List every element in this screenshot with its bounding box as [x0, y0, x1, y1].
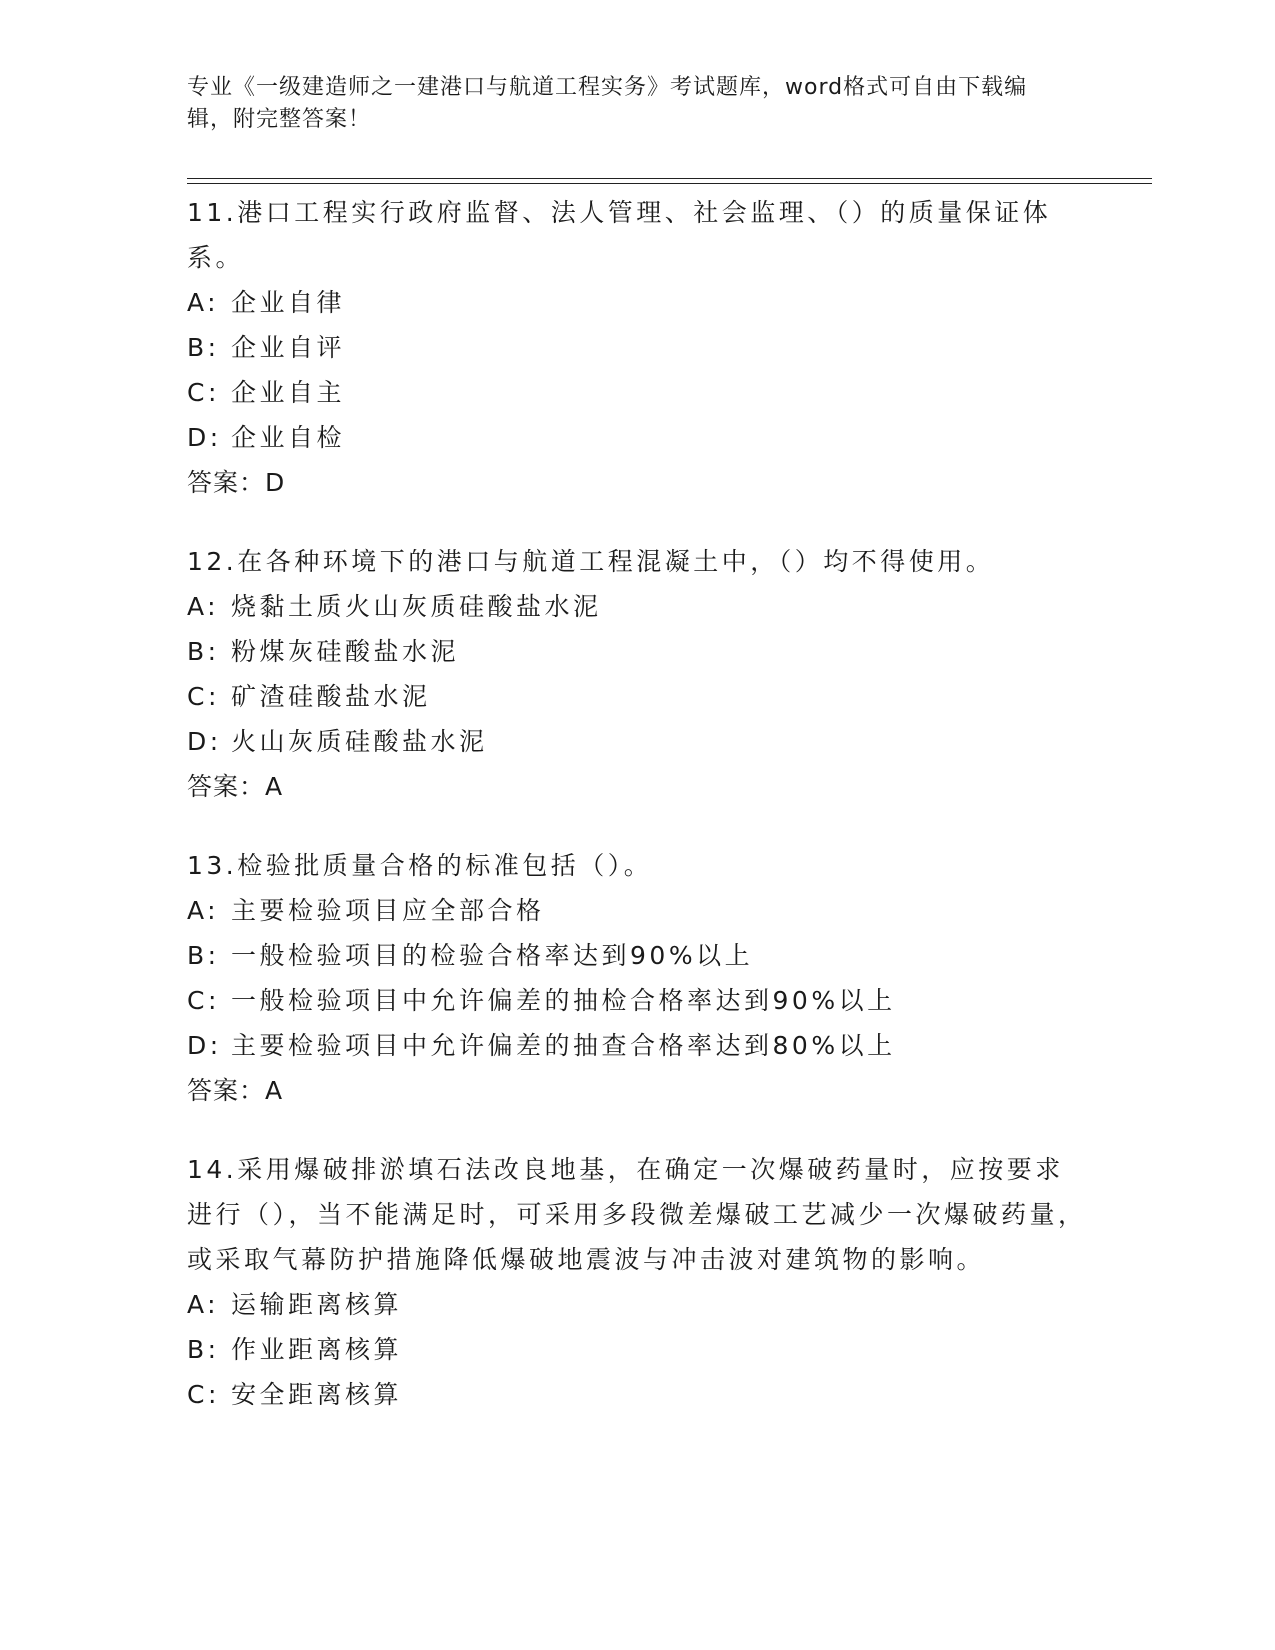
answer: 答案：A	[187, 1076, 284, 1105]
option-text: 作业距离核算	[231, 1335, 403, 1364]
option-letter: A:	[187, 592, 220, 621]
option-b	[187, 1327, 1087, 1372]
option-text: 企业自律	[231, 288, 346, 317]
option-letter: D:	[187, 1031, 222, 1060]
option-text: 主要检验项目中允许偏差的抽查合格率达到80%以上	[231, 1031, 896, 1060]
option-text: 安全距离核算	[231, 1380, 403, 1409]
option-c	[187, 1372, 1087, 1417]
option-letter: D:	[187, 423, 222, 452]
option-text: 一般检验项目中允许偏差的抽检合格率达到90%以上	[231, 986, 896, 1015]
question-14	[187, 1147, 1087, 1417]
option-letter: C:	[187, 1380, 220, 1409]
option-text: 主要检验项目应全部合格	[231, 896, 545, 925]
header-rule-top	[187, 178, 1152, 179]
option-text: 企业自检	[231, 423, 346, 452]
option-text: 一般检验项目的检验合格率达到90%以上	[231, 941, 754, 970]
option-d	[187, 1023, 1087, 1068]
option-b	[187, 629, 1087, 674]
option-d	[187, 719, 1087, 764]
question-13	[187, 843, 1087, 1113]
option-d	[187, 415, 1087, 460]
option-letter: B:	[187, 637, 220, 666]
option-a	[187, 584, 1087, 629]
option-text: 矿渣硅酸盐水泥	[231, 682, 431, 711]
option-a	[187, 280, 1087, 325]
option-c	[187, 978, 1087, 1023]
option-text: 火山灰质硅酸盐水泥	[231, 727, 488, 756]
question-list	[187, 190, 1087, 1451]
option-a	[187, 1282, 1087, 1327]
option-letter: C:	[187, 986, 220, 1015]
option-c	[187, 370, 1087, 415]
header-rule-bottom	[187, 183, 1152, 184]
option-c	[187, 674, 1087, 719]
option-letter: B:	[187, 941, 220, 970]
option-text: 烧黏土质火山灰质硅酸盐水泥	[231, 592, 602, 621]
option-b	[187, 933, 1087, 978]
option-letter: B:	[187, 333, 220, 362]
question-11	[187, 190, 1087, 505]
option-text: 企业自主	[231, 378, 346, 407]
option-letter: A:	[187, 288, 220, 317]
option-a	[187, 888, 1087, 933]
question-stem: 14.采用爆破排淤填石法改良地基，在确定一次爆破药量时，应按要求进行（），当不能满足时，可采用多段微差爆破工艺减少一次爆破药量，或采取气幕防护措施降低爆破地震波与冲击波对建筑物的影响。	[187, 1155, 1087, 1274]
answer: 答案：D	[187, 468, 286, 497]
question-stem: 12.在各种环境下的港口与航道工程混凝土中，（）均不得使用。	[187, 547, 995, 576]
question-12	[187, 539, 1087, 809]
option-b	[187, 325, 1087, 370]
option-text: 运输距离核算	[231, 1290, 403, 1319]
option-letter: A:	[187, 1290, 220, 1319]
option-letter: C:	[187, 682, 220, 711]
option-letter: D:	[187, 727, 222, 756]
option-text: 企业自评	[231, 333, 346, 362]
question-stem: 11.港口工程实行政府监督、法人管理、社会监理、（）的质量保证体系。	[187, 198, 1052, 272]
option-letter: A:	[187, 896, 220, 925]
option-letter: B:	[187, 1335, 220, 1364]
option-letter: C:	[187, 378, 220, 407]
option-text: 粉煤灰硅酸盐水泥	[231, 637, 460, 666]
document-header: 专业《一级建造师之一建港口与航道工程实务》考试题库，word格式可自由下载编辑，附完整答案！	[187, 75, 1028, 132]
answer: 答案：A	[187, 772, 284, 801]
question-stem: 13.检验批质量合格的标准包括（）。	[187, 851, 653, 880]
